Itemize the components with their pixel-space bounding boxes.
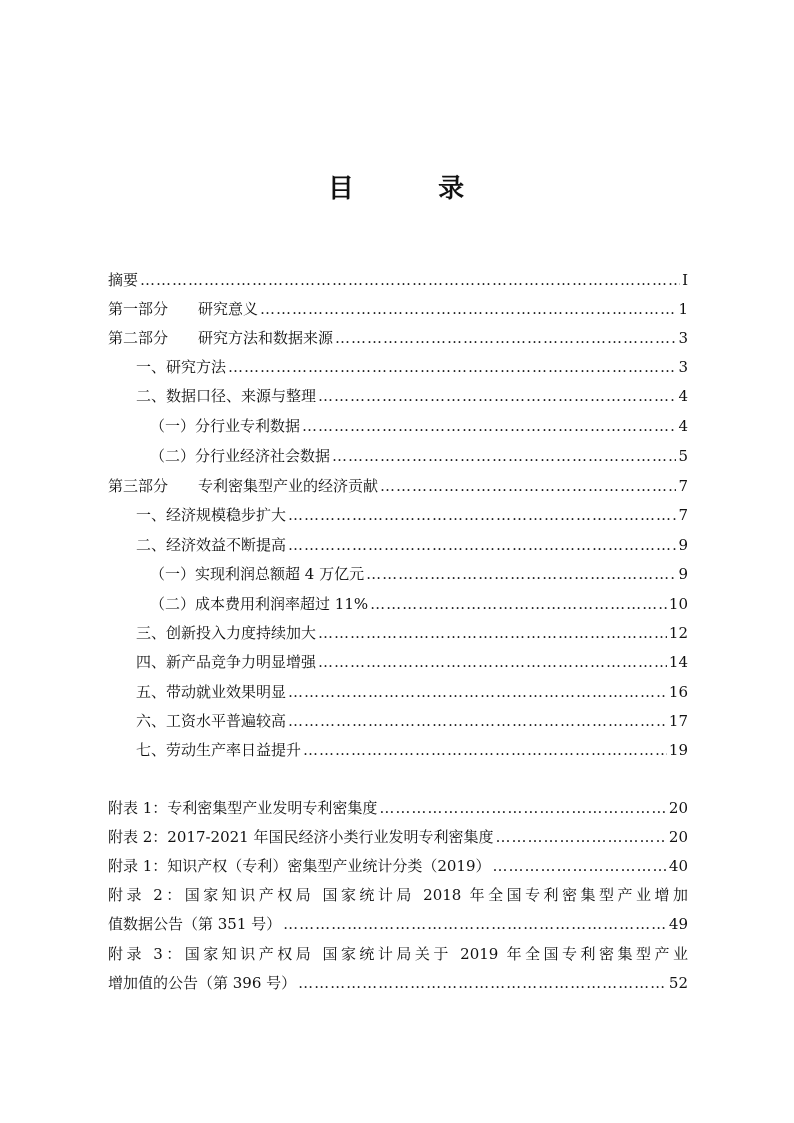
title-char-1: 目 [327, 174, 356, 204]
toc-entry-page: 40 [668, 857, 688, 875]
leader-dots [288, 504, 676, 526]
toc-entry-label: 值数据公告（第 351 号） [108, 915, 282, 933]
toc-entry-page: I [682, 271, 688, 289]
leader-dots [318, 385, 676, 407]
leader-dots [370, 593, 667, 615]
toc-entry-label: 四、新产品竞争力明显增强 [136, 653, 317, 671]
toc-entry-page: 9 [678, 536, 688, 554]
toc-entry-label: 二、经济效益不断提高 [136, 536, 287, 554]
toc-entry-2-1[interactable] [108, 356, 688, 378]
toc-entry-page: 52 [668, 974, 688, 992]
page-title [0, 168, 794, 205]
toc-entry-2-2-1[interactable] [108, 415, 688, 437]
part-title: 研究意义 [198, 300, 259, 318]
toc-entry-abstract[interactable] [108, 269, 688, 291]
toc-entry-page: 7 [678, 506, 688, 524]
appendix-3-line-1[interactable]: 附录 3：国家知识产权局 国家统计局关于 2019 年全国专利密集型产业 [108, 945, 688, 963]
toc-entry-label: （二）分行业经济社会数据 [150, 447, 331, 465]
appendix-2[interactable] [108, 913, 688, 935]
toc-entry-label: 六、工资水平普遍较高 [136, 712, 287, 730]
toc-entry-page: 20 [668, 828, 688, 846]
toc-entry-part-1[interactable] [108, 298, 688, 320]
leader-dots [496, 826, 667, 848]
appendix-3[interactable] [108, 972, 688, 994]
toc-entry-page: 16 [668, 683, 688, 701]
toc-entry-3-3[interactable] [108, 622, 688, 644]
part-title: 专利密集型产业的经济贡献 [198, 477, 379, 495]
leader-dots [332, 445, 676, 467]
toc-entry-page: 49 [668, 915, 688, 933]
leader-dots [288, 534, 676, 556]
toc-entry-label: 附录 1：知识产权（专利）密集型产业统计分类（2019） [108, 857, 491, 875]
toc-entry-page: 12 [668, 624, 688, 642]
leader-dots [303, 739, 667, 761]
appendix-table-1[interactable] [108, 797, 688, 819]
leader-dots [283, 913, 667, 935]
title-char-2: 录 [438, 174, 467, 204]
toc-entry-page: 1 [678, 300, 688, 318]
leader-dots [260, 298, 676, 320]
leader-dots [379, 797, 667, 819]
toc-entry-3-4[interactable] [108, 651, 688, 673]
leader-dots [288, 710, 667, 732]
toc-entry-page: 4 [678, 387, 688, 405]
toc-entry-page: 7 [678, 477, 688, 495]
toc-entry-label [108, 298, 258, 320]
toc-entry-3-6[interactable] [108, 710, 688, 732]
part-number: 第二部分 [108, 329, 169, 347]
toc-entry-label: 一、研究方法 [136, 358, 227, 376]
leader-dots [288, 681, 667, 703]
toc-entry-page: 3 [678, 329, 688, 347]
leader-dots [318, 622, 667, 644]
part-number: 第一部分 [108, 300, 169, 318]
toc-entry-3-5[interactable] [108, 681, 688, 703]
toc-entry-page: 14 [668, 653, 688, 671]
toc-entry-page: 9 [678, 565, 688, 583]
toc-entry-2-2-2[interactable] [108, 445, 688, 467]
toc-entry-label: （一）实现利润总额超 4 万亿元 [150, 565, 365, 583]
toc-entry-label [108, 475, 378, 497]
appendix-table-2[interactable] [108, 826, 688, 848]
leader-dots [298, 972, 667, 994]
part-number: 第三部分 [108, 477, 169, 495]
toc-entry-label: 摘要 [108, 271, 139, 289]
toc-entry-label: 二、数据口径、来源与整理 [136, 387, 317, 405]
toc-entry-page: 19 [668, 741, 688, 759]
toc-entry-label: 增加值的公告（第 396 号） [108, 974, 297, 992]
toc-entry-3-2-2[interactable] [108, 593, 688, 615]
toc-entry-label: （二）成本费用利润率超过 11% [150, 595, 369, 613]
leader-dots [228, 356, 676, 378]
toc-entry-page: 4 [678, 417, 688, 435]
toc-entry-2-2[interactable] [108, 385, 688, 407]
toc-entry-page: 17 [668, 712, 688, 730]
toc-entry-page: 3 [678, 358, 688, 376]
toc-entry-label: （一）分行业专利数据 [150, 417, 301, 435]
toc-entry-label: 五、带动就业效果明显 [136, 683, 287, 701]
appendix-2-line-1[interactable]: 附录 2：国家知识产权局 国家统计局 2018 年全国专利密集型产业增加 [108, 886, 688, 904]
toc-entry-label: 附表 1：专利密集型产业发明专利密集度 [108, 799, 378, 817]
appendix-1[interactable] [108, 855, 688, 877]
leader-dots [493, 855, 667, 877]
toc-entry-page: 5 [678, 447, 688, 465]
toc-entry-label [108, 327, 333, 349]
leader-dots [302, 415, 676, 437]
toc-entry-3-7[interactable] [108, 739, 688, 761]
toc-entry-part-3[interactable] [108, 475, 688, 497]
leader-dots [380, 475, 676, 497]
toc-entry-3-1[interactable] [108, 504, 688, 526]
toc-entry-label: 七、劳动生产率日益提升 [136, 741, 302, 759]
leader-dots [318, 651, 667, 673]
toc-entry-page: 10 [668, 595, 688, 613]
leader-dots [140, 269, 680, 291]
toc-entry-3-2[interactable] [108, 534, 688, 556]
toc-entry-label: 三、创新投入力度持续加大 [136, 624, 317, 642]
leader-dots [335, 327, 676, 349]
toc-entry-3-2-1[interactable] [108, 563, 688, 585]
part-title: 研究方法和数据来源 [198, 329, 334, 347]
leader-dots [366, 563, 676, 585]
toc-entry-label: 一、经济规模稳步扩大 [136, 506, 287, 524]
toc-entry-label: 附表 2：2017-2021 年国民经济小类行业发明专利密集度 [108, 828, 494, 846]
toc-entry-page: 20 [668, 799, 688, 817]
toc-entry-part-2[interactable] [108, 327, 688, 349]
